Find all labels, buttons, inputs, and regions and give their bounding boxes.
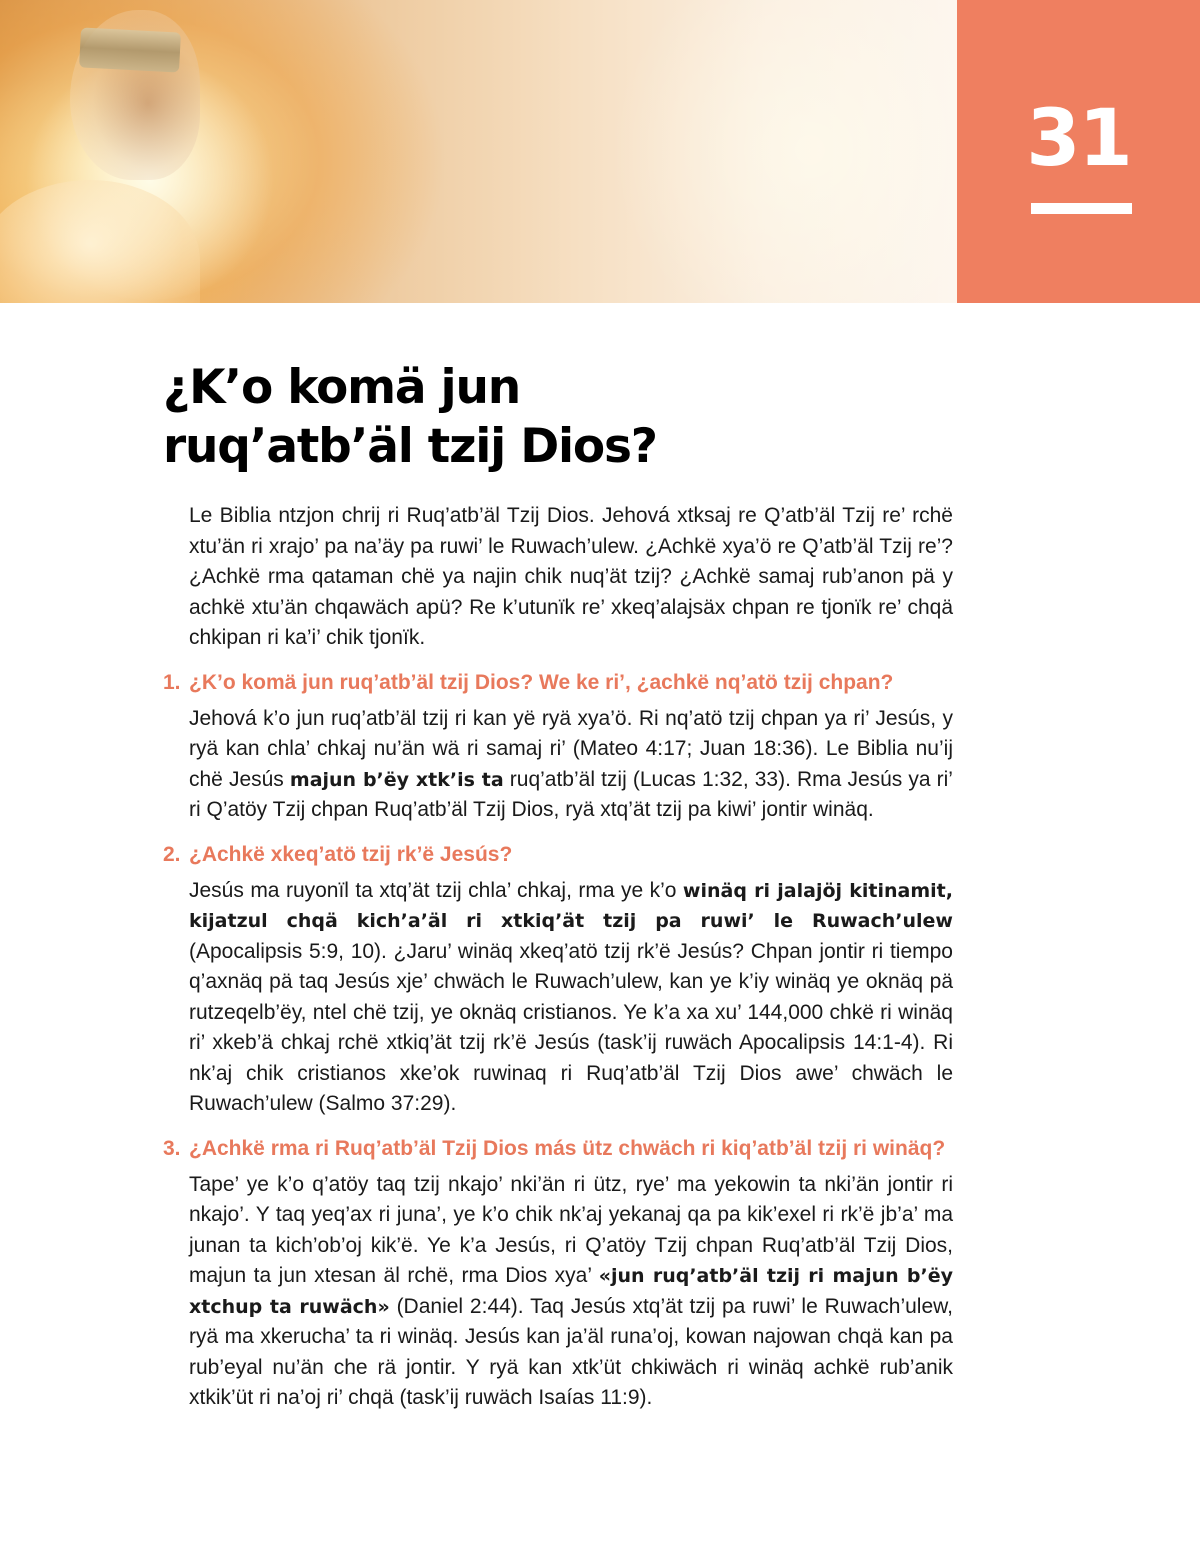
emphasized-text: majun b’ëy xtk’is ta bbox=[289, 768, 504, 791]
emphasized-text: winäq ri jalajöj kitinamit, kijatzul chqä kich’a’äl ri xtkiq’ät tzij pa ruwi’ le Ruwach’ulew bbox=[189, 879, 953, 932]
title-line-2: ruq’atb’äl tzij Dios? bbox=[163, 419, 657, 474]
question-sections bbox=[163, 668, 953, 1414]
body-text: (Apocalipsis 5:9, 10). ¿Jaru’ winäq xkeq’atö tzij rk’ë Jesús? Chpan jontir ri tiempo q’axnäq pä taq Jesús xje’ chwäch le Ruwach’ulew, kan ye k’iy winäq ye oknäq pä rutzeqelb’ëy, ntel chë tzij, ye oknäq cristianos. Ye k’a xa xu’ 144,000 chkë ri winäq ri’ xkeb’ä chkaj rchë xtkiq’ät tzij rk’ë Jesús (task’ij ruwäch Apocalipsis 14:1-4). Ri nk’aj chik cristianos xke’ok ruwinaq ri Ruq’atb’äl Tzij Dios awe’ chwäch le Ruwach’ulew (Salmo 37:29). bbox=[189, 939, 953, 1115]
question-text: ¿Achkë rma ri Ruq’atb’äl Tzij Dios más ütz chwäch ri kiq’atb’äl tzij ri winäq? bbox=[189, 1136, 946, 1160]
chapter-badge bbox=[957, 0, 1200, 303]
question-text: ¿K’o komä jun ruq’atb’äl tzij Dios? We ke ri’, ¿achkë nq’atö tzij chpan? bbox=[189, 670, 894, 694]
body-text: Tape’ ye k’o q’atöy taq tzij nkajo’ nki’än ri ütz, rye’ ma yekowin ta nki’än jontir ri nkajo’. Y taq yeq’ax ri juna’, ye k’o chik nk’aj yekanaj qa pa kik’exel ri rk’ë jb’a’ ma junan ta kich’ob’oj kik’ë. Ye k’a Jesús, ri Q’atöy Tzij chpan Ruq’atb’äl Tzij Dios, majun ta jun xtesan äl rchë, rma Dios xya’ bbox=[189, 1172, 953, 1287]
emphasized-text: «jun ruq’atb’äl tzij ri majun b’ëy xtchup ta ruwäch» bbox=[189, 1265, 953, 1318]
header-illustration bbox=[0, 0, 957, 303]
question-number: 1. bbox=[163, 670, 181, 694]
body-text: Jehová k’o jun ruq’atb’äl tzij ri kan yë ryä xya’ö. Ri nq’atö tzij chpan ya ri’ Jesús, y ryä kan chla’ chkaj nu’än wä ri samaj ri’ (Mateo 4:17; Juan 18:36). Le Biblia nu’ij chë Jesús bbox=[189, 706, 953, 791]
question-heading-1 bbox=[163, 668, 953, 698]
lesson-content bbox=[163, 501, 953, 1414]
body-text: ruq’atb’äl tzij (Lucas 1:32, 33). Rma Jesús ya ri’ ri Q’atöy Tzij chpan Ruq’atb’äl Tzij Dios, ryä xtq’ät tzij pa kiwi’ jontir winäq. bbox=[189, 767, 953, 821]
body-text: Jesús ma ruyonïl ta xtq’ät tzij chla’ chkaj, rma ye k’o bbox=[189, 878, 683, 902]
question-number: 2. bbox=[163, 842, 181, 866]
question-heading-3 bbox=[163, 1134, 953, 1164]
light-glow bbox=[600, 0, 957, 303]
crown-icon bbox=[79, 27, 181, 72]
question-number: 3. bbox=[163, 1136, 181, 1160]
question-heading-2 bbox=[163, 840, 953, 870]
question-text: ¿Achkë xkeq’atö tzij rk’ë Jesús? bbox=[189, 842, 513, 866]
body-text: (Daniel 2:44). Taq Jesús xtq’ät tzij pa ruwi’ le Ruwach’ulew, ryä ma xkerucha’ ta ri winäq. Jesús kan ja’äl runa’oj, kowan najowan chqä kan pa rub’eyal nu’än che rä jontir. Y ryä kan xtk’üt chkiwäch ri winäq achkë rub’anik xtkik’üt ri na’oj ri’ chqä (task’ij ruwäch Isaías 11:9). bbox=[189, 1294, 953, 1409]
chapter-number: 31 bbox=[1026, 94, 1131, 184]
title-line-1: ¿K’o komä jun bbox=[163, 360, 520, 415]
answer-paragraph-3 bbox=[189, 1170, 953, 1414]
chapter-underline bbox=[1031, 203, 1132, 214]
page-title bbox=[163, 358, 943, 476]
answer-paragraph-1 bbox=[189, 704, 953, 826]
intro-paragraph: Le Biblia ntzjon chrij ri Ruq’atb’äl Tzij Dios. Jehová xtksaj re Q’atb’äl Tzij re’ rchë xtu’än ri xrajo’ pa na’äy pa ruwi’ le Ruwach’ulew. ¿Achkë xya’ö re Q’atb’äl Tzij re’? ¿Achkë rma qataman chë ya najin chik nuq’ät tzij? ¿Achkë samaj rub’anon pä y achkë xtu’än chqawäch apü? Re k’utunïk re’ xkeq’alajsäx chpan re tjonïk re’ chqä chkipan ri ka’i’ chik tjonïk. bbox=[189, 504, 953, 649]
answer-paragraph-2 bbox=[189, 876, 953, 1120]
